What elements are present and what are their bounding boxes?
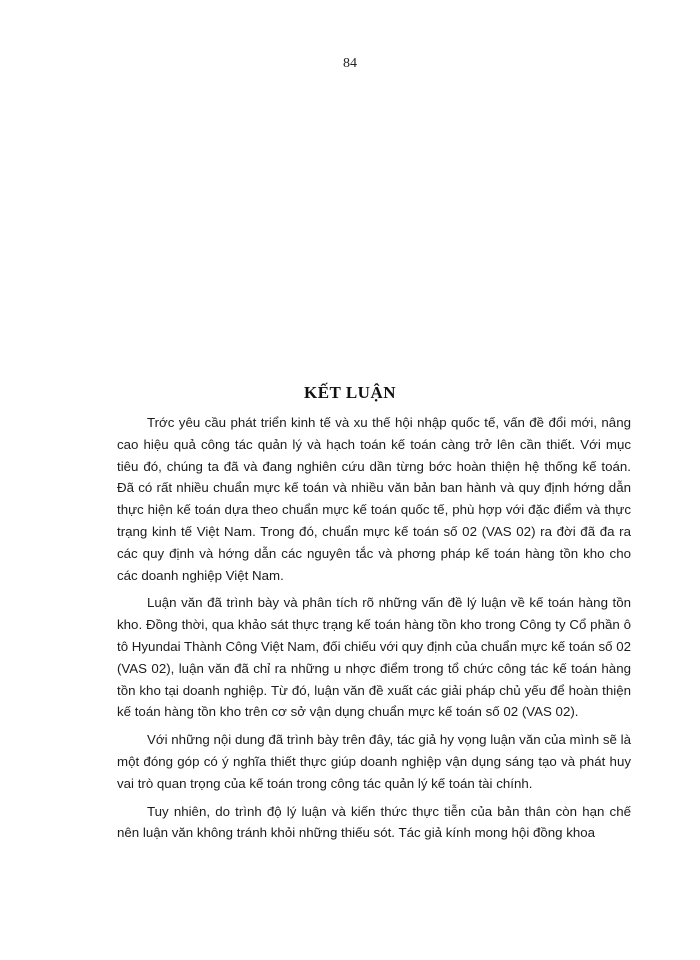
paragraph-4: Tuy nhiên, do trình độ lý luận và kiến thức thực tiễn của bản thân còn hạn chế nên luận văn không tránh khỏi những thiếu sót. Tác giả kính mong hội đồng khoa xyxy=(117,803,631,841)
section-title: KẾT LUẬN xyxy=(303,383,396,402)
paragraph-3: Với những nội dung đã trình bày trên đây, tác giả hy vọng luận văn của mình sẽ là một đóng góp có ý nghĩa thiết thực giúp doanh nghiệp vận dụng sáng tạo và phát huy vai trò quan trọng của kế toán trong công tác quản lý kế toán tài chính. xyxy=(117,732,631,791)
paragraph-1: Trớc yêu cầu phát triển kinh tế và xu thế hội nhập quốc tế, vấn đề đổi mới, nâng cao hiệu quả công tác quản lý và hạch toán kế toán càng trở lên cần thiết. Với mục tiêu đó, chúng ta đã và đang nghiên cứu dần từng bớc hoàn thiện hệ thống kế toán. Đã có rất nhiều chuẩn mực kế toán và nhiều văn bản ban hành và quy định hớng dẫn thực hiện kế toán dựa theo chuẩn mực kế toán quốc tế, phù hợp với đặc điểm và thực trạng kinh tế Việt Nam. Trong đó, chuẩn mực kế toán số 02 (VAS 02) ra đời đã đa ra các quy định và hớng dẫn các nguyên tắc và phơng pháp kế toán hàng tồn kho cho các doanh nghiệp Việt Nam. xyxy=(117,415,631,583)
paragraph-2: Luận văn đã trình bày và phân tích rõ những vấn đề lý luận về kế toán hàng tồn kho. Đồng thời, qua khảo sát thực trạng kế toán hàng tồn kho trong Công ty Cổ phần ô tô Hyundai Thành Công Việt Nam, đối chiếu với quy định của chuẩn mực kế toán số 02 (VAS 02), luận văn đã chỉ ra những u nhợc điểm trong tổ chức công tác kế toán hàng tồn kho tại doanh nghiệp. Từ đó, luận văn đề xuất các giải pháp chủ yếu để hoàn thiện kế toán hàng tồn kho trên cơ sở vận dụng chuẩn mực kế toán số 02 (VAS 02). xyxy=(117,595,631,720)
page-number: 84 xyxy=(343,56,357,71)
body-text xyxy=(117,412,631,850)
